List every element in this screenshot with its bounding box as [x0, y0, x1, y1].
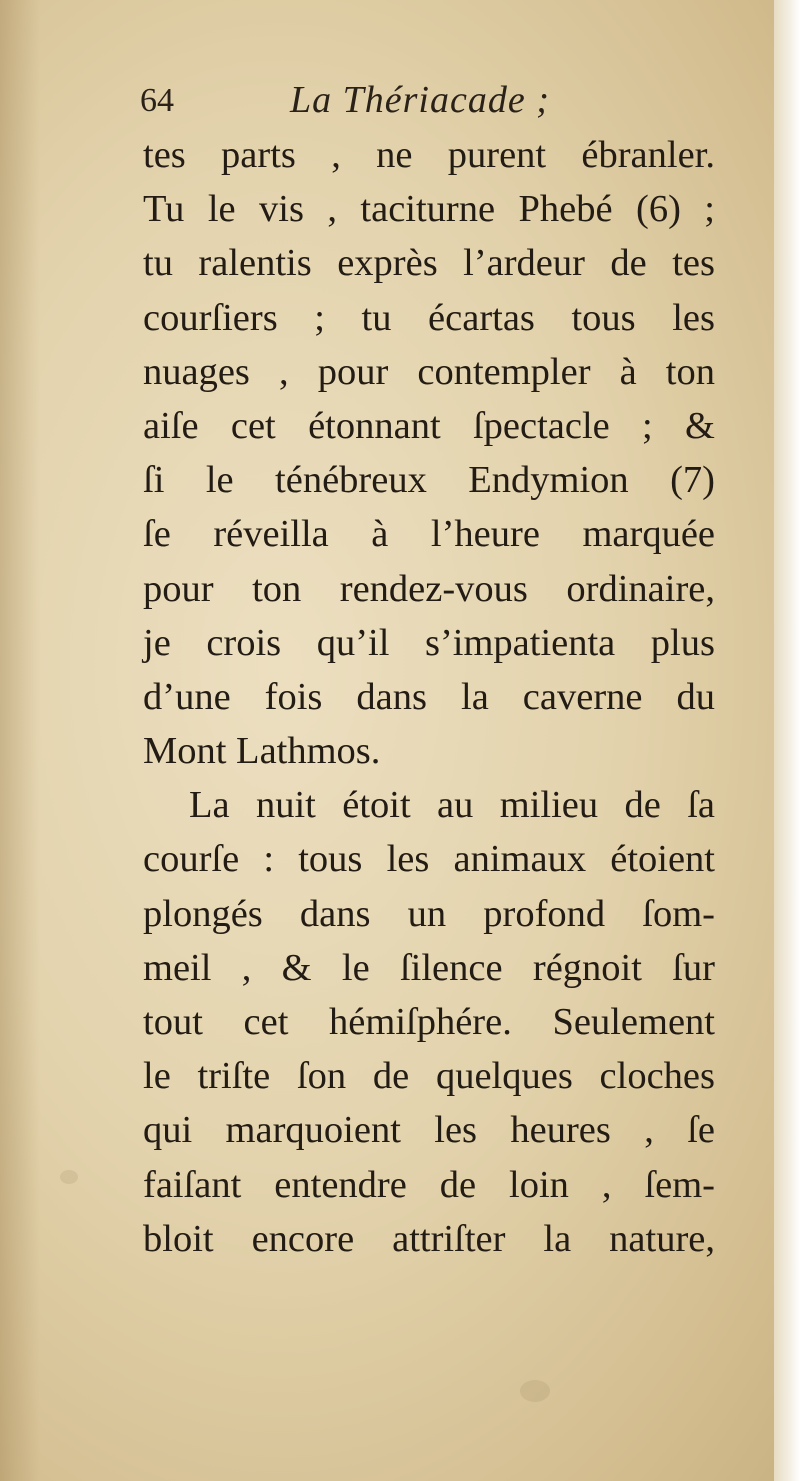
paragraph — [143, 128, 715, 778]
text-line: je crois qu’il s’impatienta plus — [143, 621, 715, 664]
text-line: Tu le vis , taciturne Phebé (6) ; — [143, 188, 715, 231]
text-line: tes parts , ne purent ébranler. — [143, 134, 715, 176]
text-line: La nuit étoit au milieu de ſa — [189, 784, 715, 827]
text-line: meil , & le ſilence régnoit ſur — [143, 946, 715, 989]
text-line: tu ralentis exprès l’ardeur de tes — [143, 242, 715, 285]
paper-stain — [520, 1380, 550, 1402]
text-line: faiſant entendre de loin , ſem- — [143, 1163, 715, 1206]
text-line: ſi le ténébreux Endymion (7) — [143, 459, 715, 502]
text-line: plongés dans un profond ſom- — [143, 892, 715, 935]
text-line: Mont Lathmos. — [143, 730, 381, 773]
text-line: qui marquoient les heures , ſe — [143, 1109, 715, 1152]
running-head — [140, 78, 740, 128]
text-line: le triſte ſon de quelques cloches — [143, 1055, 715, 1098]
text-line: aiſe cet étonnant ſpectacle ; & — [143, 404, 715, 447]
page-edge — [774, 0, 800, 1481]
running-title: La Thériacade ; — [290, 79, 550, 121]
text-line: pour ton rendez-vous ordinaire, — [143, 567, 715, 610]
text-line: courſe : tous les animaux étoient — [143, 838, 715, 881]
text-line: ſe réveilla à l’heure marquée — [143, 513, 715, 556]
body-text — [143, 128, 715, 1266]
text-line: d’une fois dans la caverne du — [143, 675, 715, 718]
text-line: tout cet hémiſphére. Seulement — [143, 1001, 715, 1043]
text-line: courſiers ; tu écartas tous les — [143, 296, 715, 339]
text-line: nuages , pour contempler à ton — [143, 350, 715, 393]
page-number: 64 — [140, 82, 174, 119]
paragraph — [143, 778, 715, 1266]
text-line: bloit encore attriſter la nature, — [143, 1217, 715, 1260]
spine-shadow — [0, 0, 40, 1481]
paper-stain — [60, 1170, 78, 1184]
